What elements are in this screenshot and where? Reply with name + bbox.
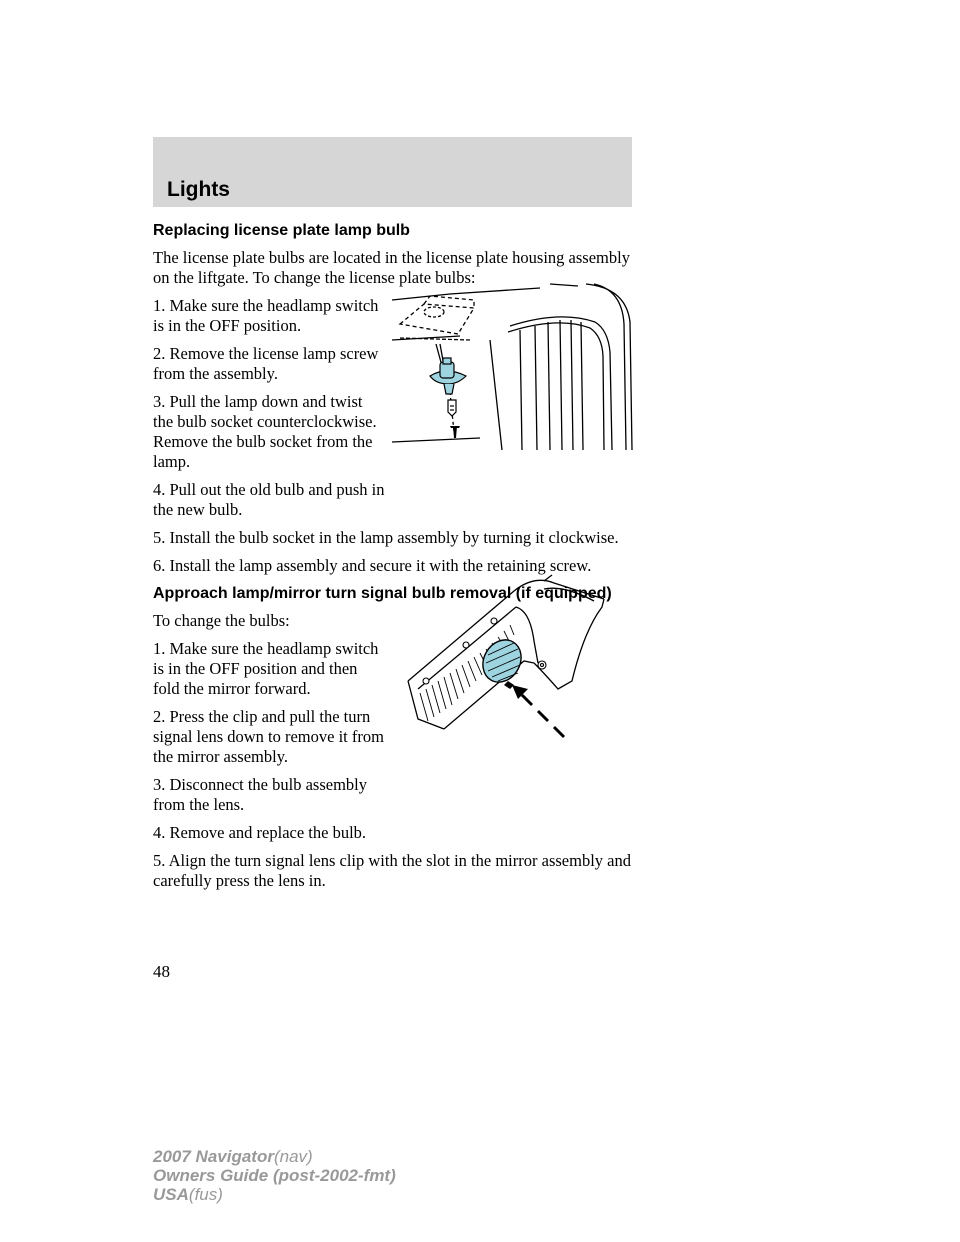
footer-model-code: (nav) xyxy=(273,1147,313,1166)
footer-market: USA xyxy=(153,1185,189,1204)
license-step-6: 6. Install the lamp assembly and secure it with the retaining screw. xyxy=(153,556,592,575)
license-plate-intro: The license plate bulbs are located in the license plate housing assembly on the liftgate. To change the license plate bulbs: xyxy=(153,248,630,287)
mirror-turn-signal-illustration xyxy=(404,571,608,743)
footer-line-2 xyxy=(153,1166,396,1185)
footer-line-3 xyxy=(153,1185,396,1204)
approach-step-3: 3. Disconnect the bulb assembly from the lens. xyxy=(153,775,368,814)
license-step-5: 5. Install the bulb socket in the lamp assembly by turning it clockwise. xyxy=(153,528,619,547)
page-number: 48 xyxy=(153,962,170,981)
footer-market-code: (fus) xyxy=(188,1185,223,1204)
approach-intro: To change the bulbs: xyxy=(153,611,290,630)
heading-license-plate-lamp: Replacing license plate lamp bulb xyxy=(153,222,410,239)
footer-guide: Owners Guide (post-2002-fmt) xyxy=(153,1166,396,1185)
section-title: Lights xyxy=(167,178,230,201)
footer-model: 2007 Navigator xyxy=(153,1147,274,1166)
license-plate-lamp-illustration xyxy=(390,282,636,452)
document-footer xyxy=(153,1147,396,1204)
approach-step-1: 1. Make sure the headlamp switch is in the OFF position and then fold the mirror forward. xyxy=(153,639,379,698)
license-step-4: 4. Pull out the old bulb and push in the new bulb. xyxy=(153,480,385,519)
heading-approach-lamp: Approach lamp/mirror turn signal bulb removal (if equipped) xyxy=(153,585,612,602)
license-step-2: 2. Remove the license lamp screw from the assembly. xyxy=(153,344,379,383)
approach-step-5: 5. Align the turn signal lens clip with the slot in the mirror assembly and carefully press the lens in. xyxy=(153,851,631,890)
section-header-band xyxy=(153,137,632,207)
license-step-1: 1. Make sure the headlamp switch is in the OFF position. xyxy=(153,296,379,335)
approach-step-2: 2. Press the clip and pull the turn signal lens down to remove it from the mirror assembly. xyxy=(153,707,384,766)
license-step-3: 3. Pull the lamp down and twist the bulb socket counterclockwise. Remove the bulb socket from the lamp. xyxy=(153,392,377,471)
approach-step-4: 4. Remove and replace the bulb. xyxy=(153,823,367,842)
footer-line-1 xyxy=(153,1147,396,1166)
